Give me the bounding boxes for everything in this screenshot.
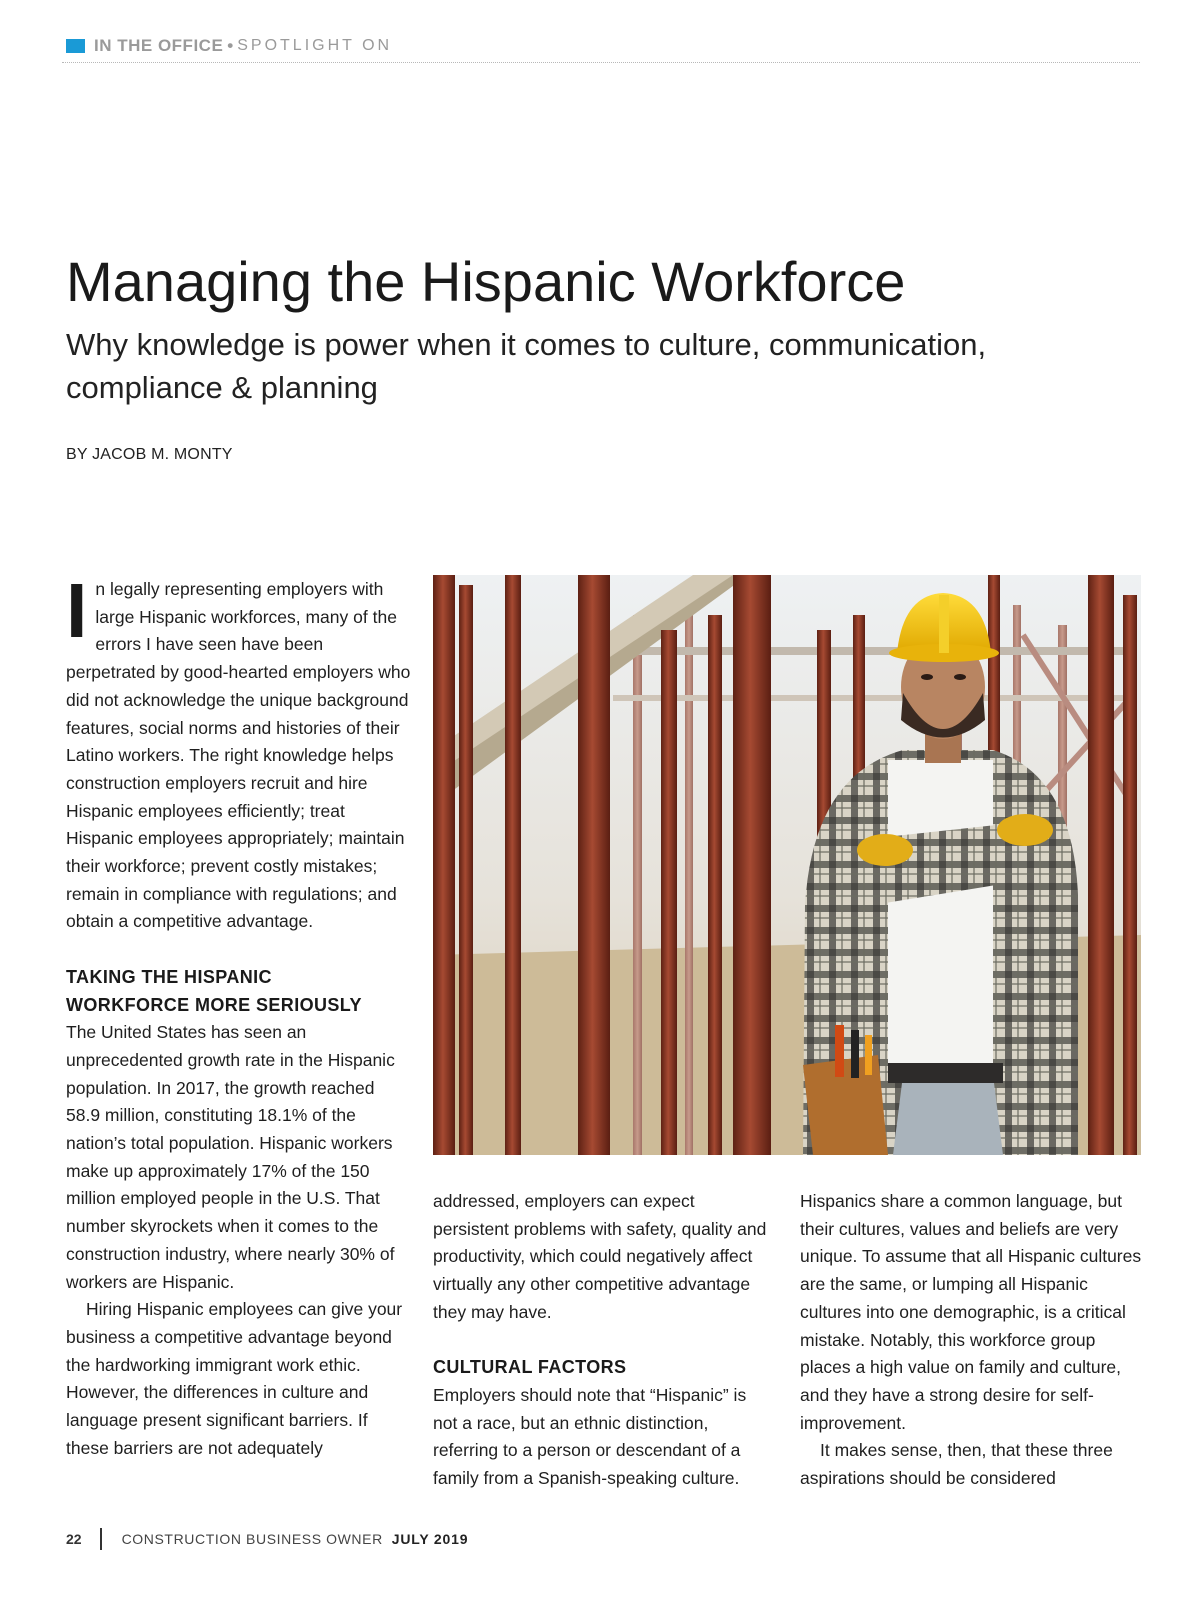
body-paragraph: It makes sense, then, that these three aspirations should be considered (800, 1440, 1113, 1489)
intro-text: n legally representing employers with large Hispanic workforces, many of the errors I have seen have been perpetrated by good-hearted employers who did not acknowledge the unique background features, social norms and histories of their Latino workers. The right knowledge helps construction employers recruit and hire Hispanic employees efficiently; treat Hispanic employees appropriately; maintain their workforce; prevent costly mistakes; remain in compliance with regulations; and obtain a competitive advantage. (66, 579, 411, 932)
body-paragraph: addressed, employers can expect persistent problems with safety, quality and productivity, which could negatively affect virtually any other competitive advantage they may have. (433, 1191, 767, 1322)
header-separator: • (227, 36, 234, 55)
section-name: IN THE OFFICE (94, 36, 224, 55)
section-heading: CULTURAL FACTORS (433, 1357, 627, 1378)
section-heading-line: TAKING THE HISPANIC (66, 966, 272, 987)
article-photo (433, 575, 1141, 1155)
body-paragraph: Employers should note that “Hispanic” is not a race, but an ethnic distinction, referring to a person or descendant of a family from a Spanish-speaking culture. (433, 1384, 747, 1489)
footer-divider (100, 1528, 102, 1550)
article-byline: BY JACOB M. MONTY (66, 446, 233, 463)
body-paragraph: Hispanics share a common language, but their cultures, values and beliefs are very unique. To assume that all Hispanic cultures are the same, or lumping all Hispanic cultures into one demographic, is a critical mistake. Notably, this workforce group places a high value on family and culture, and they have a strong desire for self-improvement. (800, 1191, 1142, 1433)
body-column-3 (800, 1188, 1145, 1493)
section-color-marker (66, 39, 85, 53)
body-column-1 (66, 568, 411, 1462)
article-title: Managing the Hispanic Workforce (66, 250, 906, 313)
publication-name: CONSTRUCTION BUSINESS OWNER (121, 1531, 383, 1547)
section-heading (66, 964, 411, 1019)
body-paragraph: Hiring Hispanic employees can give your business a competitive advantage beyond the hardworking immigrant work ethic. However, the differences in culture and language present significant barriers. If these barriers are not adequately (66, 1299, 403, 1458)
drop-cap: I (66, 568, 88, 654)
page-footer (66, 1528, 468, 1550)
section-header (66, 36, 392, 56)
intro-paragraph (66, 568, 411, 936)
issue-date: JULY 2019 (391, 1531, 469, 1547)
body-paragraph: The United States has seen an unprecedented growth rate in the Hispanic population. In 2017, the growth reached 58.9 million, constituting 18.1% of the nation’s total population. Hispanic workers make up approximately 17% of the 150 million employed people in the U.S. That number skyrockets when it comes to the construction industry, where nearly 30% of workers are Hispanic. (66, 1022, 395, 1292)
page-number: 22 (66, 1531, 82, 1547)
article-subtitle: Why knowledge is power when it comes to culture, communication, compliance & planning (66, 327, 987, 405)
subsection-name: SPOTLIGHT ON (237, 37, 393, 54)
body-column-2 (433, 1188, 768, 1493)
section-heading-line: WORKFORCE MORE SERIOUSLY (66, 994, 362, 1015)
header-divider (62, 62, 1140, 63)
